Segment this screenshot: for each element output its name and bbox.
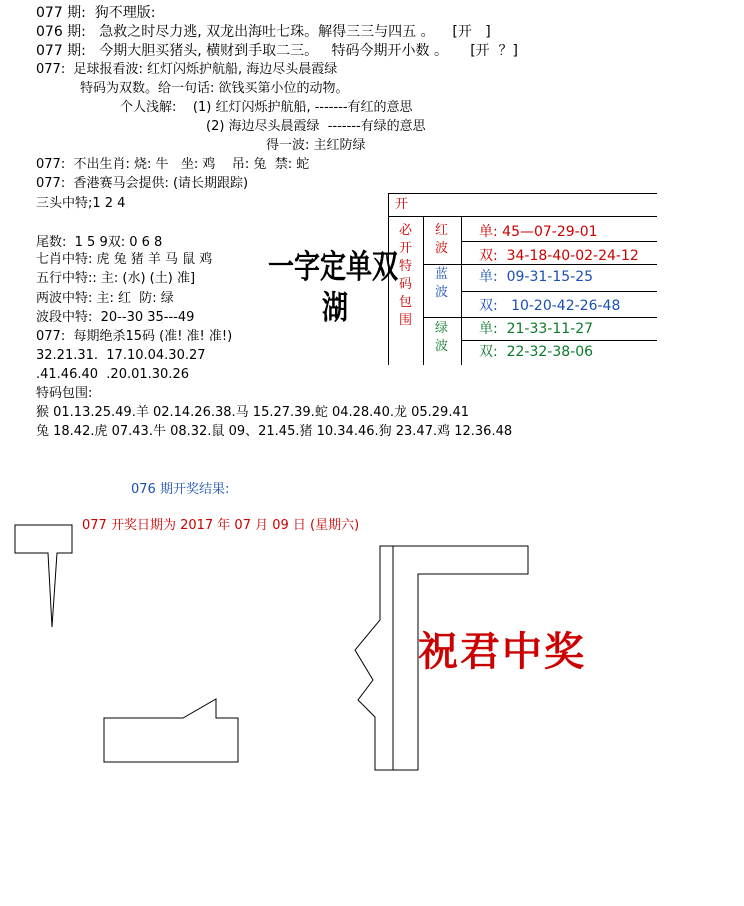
left-flag-shape	[15, 525, 72, 627]
line-14: 五行中特:: 主: (水) (土) 准]	[36, 271, 196, 286]
step-box-shape	[104, 699, 238, 762]
green-double-codes: 双: 22-32-38-06	[479, 344, 594, 360]
line-9: 077: 不出生肖: 烧: 牛 坐: 鸡 吊: 兔 禁: 蛇	[36, 157, 310, 172]
line-10: 077: 香港赛马会提供: (请长期跟踪)	[36, 176, 249, 191]
line-5: 特码为双数。给一句话: 欲钱买第小位的动物。	[80, 81, 349, 96]
line-22: 兔 18.42.虎 07.43.牛 08.32.鼠 09、21.45.猪 10.34.46.狗 23.47.鸡 12.36.48	[36, 424, 513, 439]
red-double-codes: 双: 34-18-40-02-24-12	[479, 248, 639, 264]
result-title: 076 期开奖结果:	[131, 482, 230, 497]
line-1: 077 期: 狗不理版:	[36, 5, 156, 21]
line-6: 个人浅解: (1) 红灯闪烁护航船, -------有红的意思	[120, 100, 413, 115]
line-13: 七肖中特: 虎 兔 猪 羊 马 鼠 鸡	[36, 252, 213, 267]
line-18: 32.21.31. 17.10.04.30.27	[36, 348, 206, 363]
line-20: 特码包围:	[36, 386, 93, 401]
line-7: (2) 海边尽头晨霞绿 -------有绿的意思	[206, 119, 426, 134]
panel-side-label: 必开特码包围	[399, 223, 413, 328]
line-17: 077: 每期绝杀15码 (准! 准! 准!)	[36, 329, 233, 344]
blue-single-codes: 单: 09-31-15-25	[479, 269, 594, 285]
blue-double-codes: 双: 10-20-42-26-48	[479, 298, 621, 314]
blessing: 祝君中奖	[418, 628, 586, 675]
slogan-tail: 湖	[322, 289, 349, 328]
line-8: 得一波: 主红防绿	[266, 138, 366, 153]
line-12: 尾数: 1 5 9双: 0 6 8	[36, 235, 163, 250]
line-16: 波段中特: 20--30 35---49	[36, 310, 195, 325]
line-2: 076 期: 急救之时尽力逃, 双龙出海吐七珠。解得三三与四五 。 [开 ]	[36, 24, 491, 40]
line-3: 077 期: 今期大胆买猪头, 横财到手取二三。 特码今期开小数 。 [开 ？]	[36, 43, 519, 59]
red-wave-label: 红波	[435, 223, 449, 256]
line-21: 猴 01.13.25.49.羊 02.14.26.38.马 15.27.39.蛇 04.28.40.龙 05.29.41	[36, 405, 469, 420]
slogan: 一字定单双	[268, 248, 399, 287]
line-11: 三头中特;1 2 4	[36, 196, 126, 211]
red-single-codes: 单: 45—07-29-01	[479, 224, 598, 240]
blue-wave-label: 蓝波	[435, 267, 449, 300]
line-4: 077: 足球报看波: 红灯闪烁护航船, 海边尽头晨霞绿	[36, 62, 338, 77]
green-single-codes: 单: 21-33-11-27	[479, 321, 594, 337]
line-19: .41.46.40 .20.01.30.26	[36, 367, 189, 382]
panel-header: 开	[395, 197, 409, 212]
next-draw-date: 077 开奖日期为 2017 年 07 月 09 日 (星期六)	[82, 518, 360, 533]
line-15: 两波中特: 主: 红 防: 绿	[36, 291, 174, 306]
green-wave-label: 绿波	[435, 321, 449, 354]
